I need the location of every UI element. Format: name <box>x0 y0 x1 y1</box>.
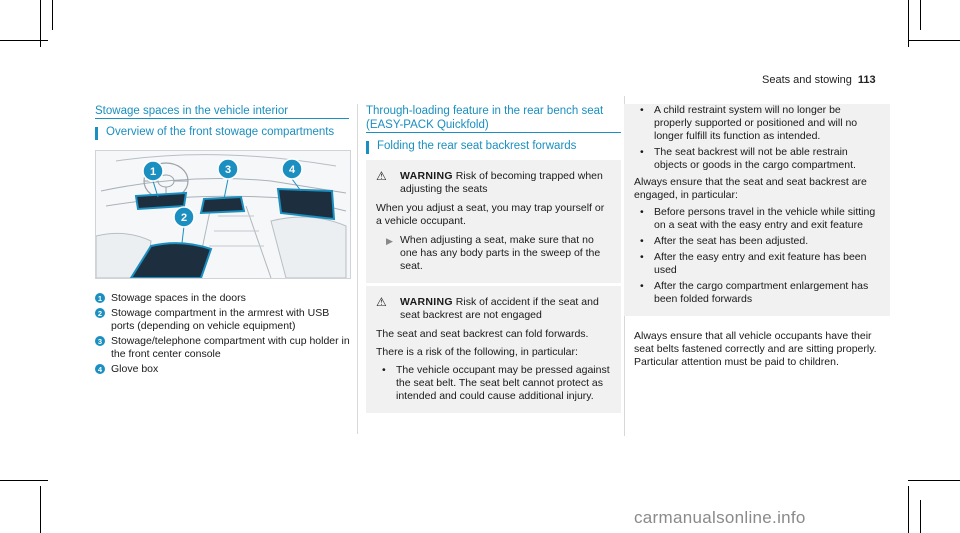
bullet-text: The seat backrest will not be able restrain objects or goods in the cargo compartment. <box>654 146 856 171</box>
legend-text: Stowage compartment in the armrest with USB ports (depending on vehicle equipment) <box>111 307 330 332</box>
closing-paragraph: Always ensure that all vehicle occupants have their seat belts fastened correctly and are sitting properly. Particular attention must be paid to children. <box>634 330 877 368</box>
legend-item <box>95 292 355 305</box>
bullet-text: After the seat has been adjusted. <box>654 235 809 247</box>
bullet-text: The vehicle occupant may be pressed against the seat belt. The seat belt cannot protect as intended and could cause additional injury. <box>396 364 610 402</box>
legend-number: 2 <box>95 308 105 318</box>
warning-box-accident <box>366 286 621 413</box>
legend-item <box>95 363 355 376</box>
section-title: Stowage spaces in the vehicle interior <box>95 105 289 117</box>
svg-text:4: 4 <box>288 164 296 176</box>
legend-text: Glove box <box>111 363 159 375</box>
warning-continuation-box <box>624 104 890 316</box>
bullet-item <box>640 146 880 172</box>
bullet-dot-icon: • <box>382 364 386 376</box>
section-rule <box>95 118 349 119</box>
warning-header <box>376 170 611 196</box>
bullet-item <box>640 206 880 232</box>
bullet-text: Before persons travel in the vehicle while sitting on a seat with the easy entry and exit feature <box>654 206 876 231</box>
callout-4 <box>282 159 302 179</box>
step-text: When adjusting a seat, make sure that no one has any body parts in the sweep of the seat. <box>400 234 601 272</box>
section-name: Seats and stowing <box>762 74 852 86</box>
bullet-text: After the cargo compartment enlargement has been folded forwards <box>654 280 869 305</box>
legend-item <box>95 307 355 333</box>
bullet-dot-icon: • <box>640 280 644 292</box>
subsection-title <box>95 126 334 140</box>
warning-triangle-icon: ⚠ <box>376 295 387 309</box>
warning-headline: Risk of becoming trapped when adjusting the seats <box>400 170 603 195</box>
crop-mark <box>52 0 53 30</box>
warning-body-2: There is a risk of the following, in particular: <box>376 346 578 358</box>
subsection-text: Overview of the front stowage compartments <box>106 126 335 138</box>
svg-text:2: 2 <box>180 212 188 224</box>
section-title-line-1: Through-loading feature in the rear bench seat <box>366 105 604 117</box>
warning-label: WARNING <box>400 296 453 308</box>
warning-bullet <box>382 364 611 403</box>
page-number: 113 <box>857 74 876 86</box>
continued-warning <box>624 104 890 373</box>
callout-3 <box>218 159 238 179</box>
crop-mark <box>920 0 921 30</box>
callout-2 <box>174 207 194 227</box>
bullet-dot-icon: • <box>640 235 644 247</box>
section-title <box>366 104 626 132</box>
crop-mark <box>908 40 960 41</box>
crop-mark <box>920 500 921 533</box>
warning-body: When you adjust a seat, you may trap yourself or a vehicle occupant. <box>376 202 605 227</box>
subsection-bar <box>95 127 98 140</box>
running-header <box>762 74 876 86</box>
subsection-title <box>366 140 576 154</box>
crop-mark <box>908 480 960 481</box>
instruction-intro: Always ensure that the seat and seat backrest are engaged, in particular: <box>634 176 867 201</box>
svg-text:1: 1 <box>149 166 157 178</box>
bullet-text: A child restraint system will no longer be properly supported or positioned and will no longer fulfill its function as intended. <box>654 104 858 142</box>
bullet-dot-icon: • <box>640 146 644 158</box>
warning-headline: Risk of accident if the seat and seat backrest are not engaged <box>400 296 599 321</box>
step-arrow-icon: ▶ <box>386 236 393 246</box>
warning-header <box>376 296 611 322</box>
crop-mark <box>40 486 41 533</box>
svg-text:3: 3 <box>224 164 232 176</box>
section-title-line-2: (EASY-PACK Quickfold) <box>366 119 489 131</box>
bullet-item <box>640 235 880 248</box>
figure-legend <box>95 292 355 378</box>
crop-mark <box>0 480 48 481</box>
crop-mark <box>0 40 48 41</box>
interior-illustration <box>95 150 351 279</box>
warning-step <box>386 234 611 273</box>
legend-item <box>95 335 355 361</box>
warning-triangle-icon: ⚠ <box>376 169 387 183</box>
section-rule <box>366 132 621 133</box>
bullet-item <box>640 280 880 306</box>
crop-mark <box>908 486 909 533</box>
warning-label: WARNING <box>400 170 453 182</box>
legend-number: 1 <box>95 293 105 303</box>
bullet-dot-icon: • <box>640 206 644 218</box>
warning-body-1: The seat and seat backrest can fold forwards. <box>376 328 589 340</box>
watermark: carmanualsonline.info <box>634 508 806 527</box>
interior-drawing <box>96 151 350 278</box>
column-divider <box>357 104 358 434</box>
warning-box-trap <box>366 160 621 283</box>
bullet-item <box>640 251 880 277</box>
bullet-dot-icon: • <box>640 251 644 263</box>
bullet-item <box>640 104 880 143</box>
bullet-text: After the easy entry and exit feature has been used <box>654 251 867 276</box>
legend-number: 3 <box>95 336 105 346</box>
legend-number: 4 <box>95 364 105 374</box>
callout-1 <box>143 161 163 181</box>
legend-text: Stowage spaces in the doors <box>111 292 246 304</box>
legend-text: Stowage/telephone compartment with cup holder in the front center console <box>111 335 350 360</box>
subsection-text: Folding the rear seat backrest forwards <box>377 140 577 152</box>
bullet-dot-icon: • <box>640 104 644 116</box>
subsection-bar <box>366 141 369 154</box>
